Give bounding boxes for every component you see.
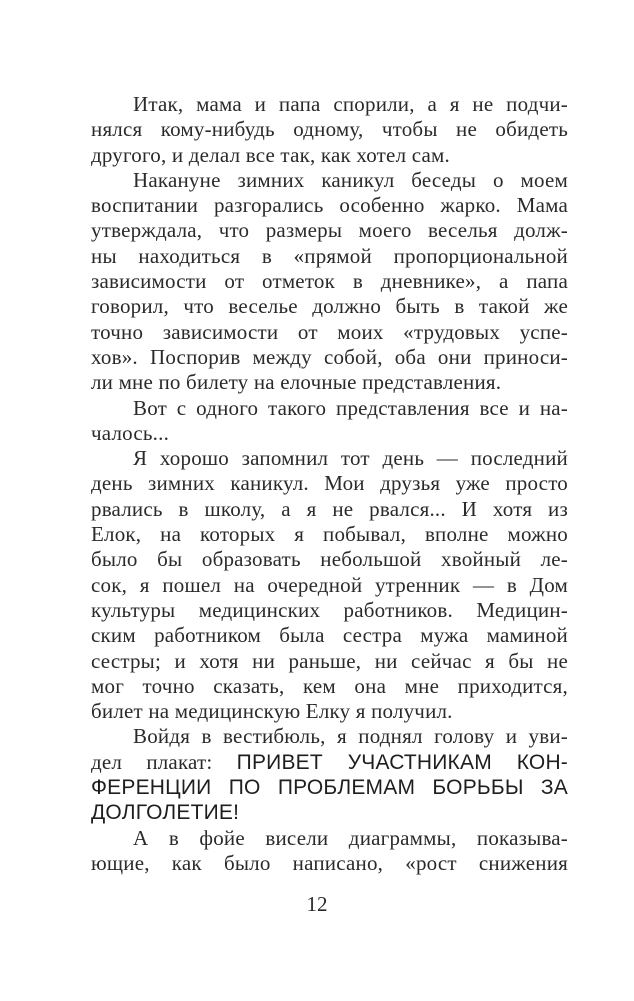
text-line-body: Я хорошо запомнил тот день — последний bbox=[133, 446, 568, 471]
text-line-body: чалось... bbox=[91, 420, 170, 445]
text-line-body: Итак, мама и папа спорили, а я не подчи- bbox=[133, 92, 568, 116]
text-line-body: воспитании разгорались особенно жарко. Мама bbox=[91, 193, 568, 218]
text-line bbox=[91, 117, 568, 142]
text-line bbox=[91, 573, 568, 598]
text-line bbox=[91, 370, 568, 395]
text-line bbox=[91, 218, 568, 243]
text-line bbox=[91, 674, 568, 699]
text-line-body: мог точно сказать, кем она мне приходится, bbox=[91, 673, 568, 698]
text-line bbox=[91, 826, 568, 851]
text-line bbox=[91, 193, 568, 218]
text-line bbox=[91, 724, 568, 749]
text-line bbox=[91, 699, 568, 724]
text-line-body: было бы образовать небольшой хвойный ле- bbox=[91, 547, 568, 572]
text-line-body: говорил, что веселье должно быть в такой же bbox=[91, 294, 568, 319]
text-line-body: ли мне по билету на елочные представления. bbox=[91, 370, 502, 395]
text-line bbox=[91, 471, 568, 496]
text-line bbox=[91, 446, 568, 471]
text-line-body: сок, я пошел на очередной утренник — в Дом bbox=[91, 572, 568, 597]
text-line bbox=[91, 497, 568, 522]
text-line bbox=[91, 92, 568, 117]
text-line-body: билет на медицинскую Елку я получил. bbox=[91, 699, 453, 724]
text-line-body: ским работником была сестра мужа маминой bbox=[91, 623, 568, 648]
text-line bbox=[91, 396, 568, 421]
text-line bbox=[91, 598, 568, 623]
text-line-body: зависимости от отметок в дневнике», а папа bbox=[91, 269, 568, 294]
text-line-body: ны находиться в «прямой пропорциональной bbox=[91, 243, 568, 268]
text-line bbox=[91, 547, 568, 572]
text-line-body: сестры; и хотя ни раньше, ни сейчас я бы не bbox=[91, 648, 568, 673]
text-line-body: Войдя в вестибюль, я поднял голову и уви- bbox=[133, 724, 568, 749]
text-line bbox=[91, 244, 568, 269]
text-line bbox=[91, 294, 568, 319]
text-line bbox=[91, 269, 568, 294]
text-line-body: рвались в школу, а я не рвался... И хотя из bbox=[91, 496, 568, 521]
text-line-body: другого, и делал все так, как хотел сам. bbox=[91, 142, 450, 167]
text-line-body: утверждала, что размеры моего веселья долж- bbox=[91, 218, 568, 243]
page-number: 12 bbox=[306, 892, 328, 916]
text-line bbox=[91, 800, 568, 825]
text-line bbox=[91, 143, 568, 168]
text-line bbox=[91, 649, 568, 674]
poster-text: ФЕРЕНЦИИ ПО ПРОБЛЕМАМ БОРЬБЫ ЗА bbox=[91, 776, 568, 800]
poster-text: ПРИВЕТ УЧАСТНИКАМ КОН- bbox=[236, 750, 568, 774]
text-line-body: нялся кому-нибудь одному, чтобы не обидеть bbox=[91, 117, 568, 142]
poster-text: ДОЛГОЛЕТИЕ! bbox=[91, 801, 240, 825]
book-page-text bbox=[91, 92, 568, 876]
text-line-body: Накануне зимних каникул беседы о моем bbox=[133, 167, 568, 192]
text-line bbox=[91, 345, 568, 370]
text-line-body: день зимних каникул. Мои друзья уже просто bbox=[91, 471, 568, 496]
text-line-body: хов». Поспорив между собой, оба они приноси- bbox=[91, 344, 568, 369]
text-line bbox=[91, 522, 568, 547]
text-line bbox=[91, 775, 568, 800]
text-line-body: точно зависимости от моих «трудовых успе- bbox=[91, 319, 568, 344]
text-line-body: Вот с одного такого представления все и на- bbox=[133, 395, 568, 420]
text-line bbox=[91, 320, 568, 345]
text-line-body: Елок, на которых я побывал, вполне можно bbox=[91, 522, 568, 547]
text-line-body: культуры медицинских работников. Медицин- bbox=[91, 597, 568, 622]
text-line bbox=[91, 851, 568, 876]
text-line bbox=[91, 168, 568, 193]
text-line bbox=[91, 421, 568, 446]
text-line bbox=[91, 623, 568, 648]
text-line-body: А в фойе висели диаграммы, показыва- bbox=[133, 825, 568, 850]
text-line-body: дел плакат: bbox=[91, 749, 237, 774]
text-line bbox=[91, 750, 568, 775]
text-line-body: ющие, как было написано, «рост снижения bbox=[91, 850, 568, 875]
